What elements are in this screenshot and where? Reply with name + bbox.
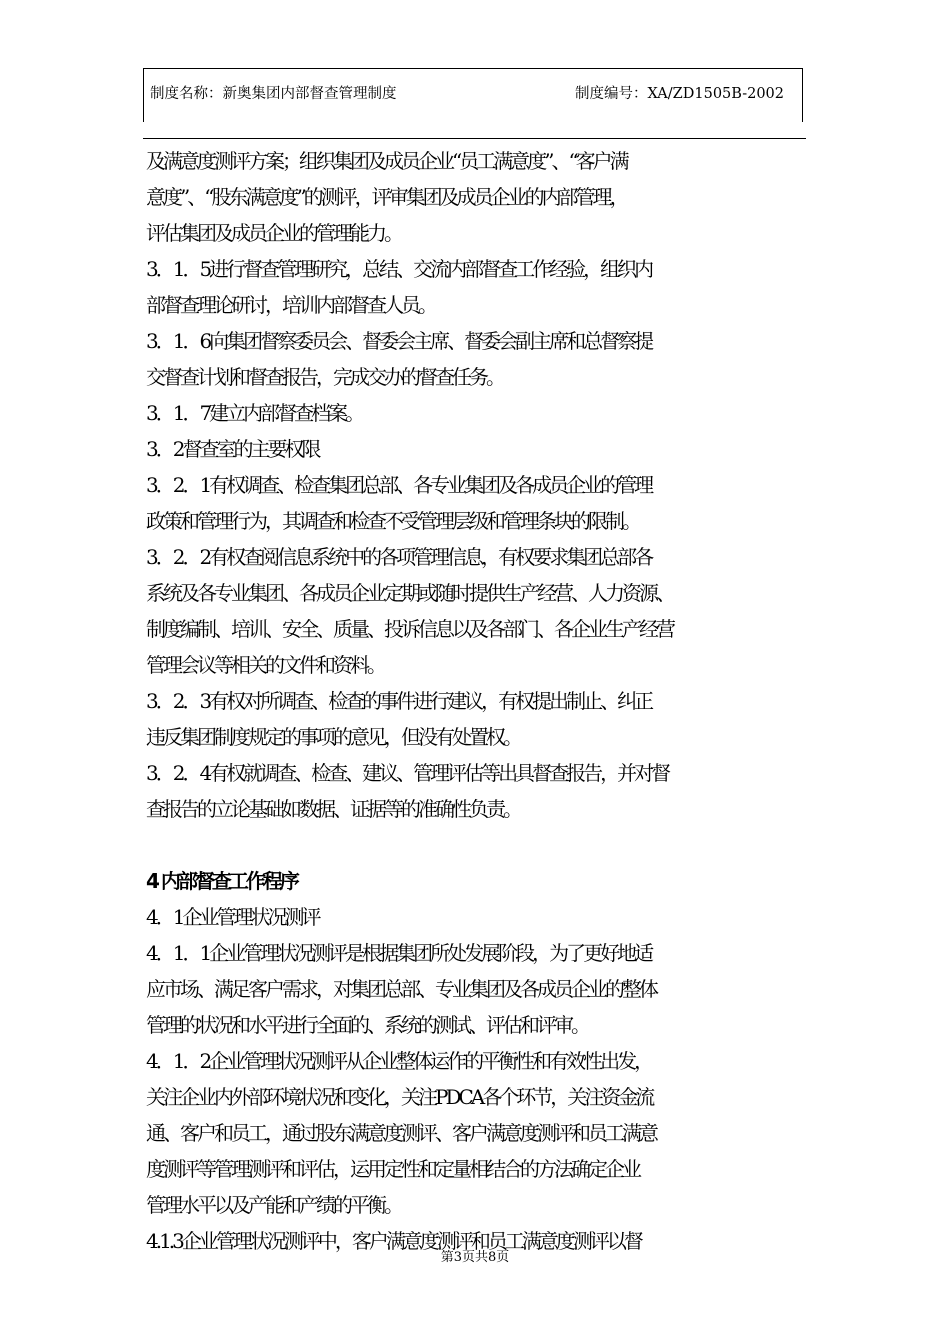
text-line: 3．1．5进行督查管理研究，总结、交流内部督查工作经验，组织内 [146,257,652,281]
text-line: 管理的状况和水平进行全面的、系统的测试、评估和评审。 [146,1013,588,1037]
text-line: 3．1．7建立内部督查档案。 [146,401,363,425]
text-line: 通、客户和员工，通过股东满意度测评、客户满意度测评和员工满意 [146,1121,656,1145]
text-line: 部督查理论研讨，培训内部督查人员。 [146,293,435,317]
text-line: 及满意度测评方案；组织集团及成员企业“员工满意度”、“客户满 [146,149,627,173]
text-line: 4．1．2企业管理状况测评从企业整体运作的平衡性和有效性出发， [146,1049,652,1073]
section-heading: 4 内部督查工作程序 [146,869,297,893]
text-line: 3．2．2有权查阅信息系统中的各项管理信息，有权要求集团总部各 [146,545,652,569]
text-line: 管理水平以及产能和产绩的平衡。 [146,1193,401,1217]
text-line: 关注企业内外部环境状况和变化，关注PDCA各个环节，关注资金流 [146,1085,653,1109]
text-line: 3．2督查室的主要权限 [146,437,319,461]
header-regulation-name: 制度名称：新奥集团内部督查管理制度 [150,86,397,102]
text-line: 4．1企业管理状况测评 [146,905,319,929]
text-line: 交督查计划和督查报告，完成交办的督查任务。 [146,365,503,389]
text-line: 度测评等管理测评和评估，运用定性和定量相结合的方法确定企业 [146,1157,639,1181]
text-line: 系统及各专业集团、各成员企业定期或随时提供生产经营、人力资源、 [146,581,673,605]
header-divider [143,138,806,139]
text-line: 查报告的立论基础如数据、证据等的准确性负责。 [146,797,520,821]
paragraph-gap [146,827,816,863]
text-line: 应市场、满足客户需求，对集团总部、专业集团及各成员企业的整体 [146,977,656,1001]
text-line: 意度”、“股东满意度”的测评，评审集团及成员企业的内部管理， [146,185,627,209]
text-line: 管理会议等相关的文件和资料。 [146,653,384,677]
text-line: 4．1．1企业管理状况测评是根据集团所处发展阶段，为了更好地适 [146,941,652,965]
text-line: 4.1.3企业管理状况测评中，客户满意度测评和员工满意度测评以督 [146,1229,641,1253]
text-line: 3．1．6向集团督察委员会、督委会主席、督委会副主席和总督察提 [146,329,652,353]
text-line: 评估集团及成员企业的管理能力。 [146,221,401,245]
text-line: 3．2．3有权对所调查、检查的事件进行建议，有权提出制止、纠正 [146,689,652,713]
text-line: 违反集团制度规定的事项的意见，但没有处置权。 [146,725,520,749]
header-regulation-number: 制度编号：XA/ZD1505B-2002 [575,86,784,102]
page-number-footer: 第3页共8页 [440,1250,510,1265]
text-line: 3．2．4有权就调查、检查、建议、管理评估等出具督查报告，并对督 [146,761,669,785]
document-body [146,143,816,1259]
text-line: 政策和管理行为，其调查和检查不受管理层级和管理条块的限制。 [146,509,639,533]
text-line: 3．2．1有权调查、检查集团总部、各专业集团及各成员企业的管理 [146,473,652,497]
text-line: 制度编制、培训、安全、质量、投诉信息以及各部门、各企业生产经营 [146,617,673,641]
